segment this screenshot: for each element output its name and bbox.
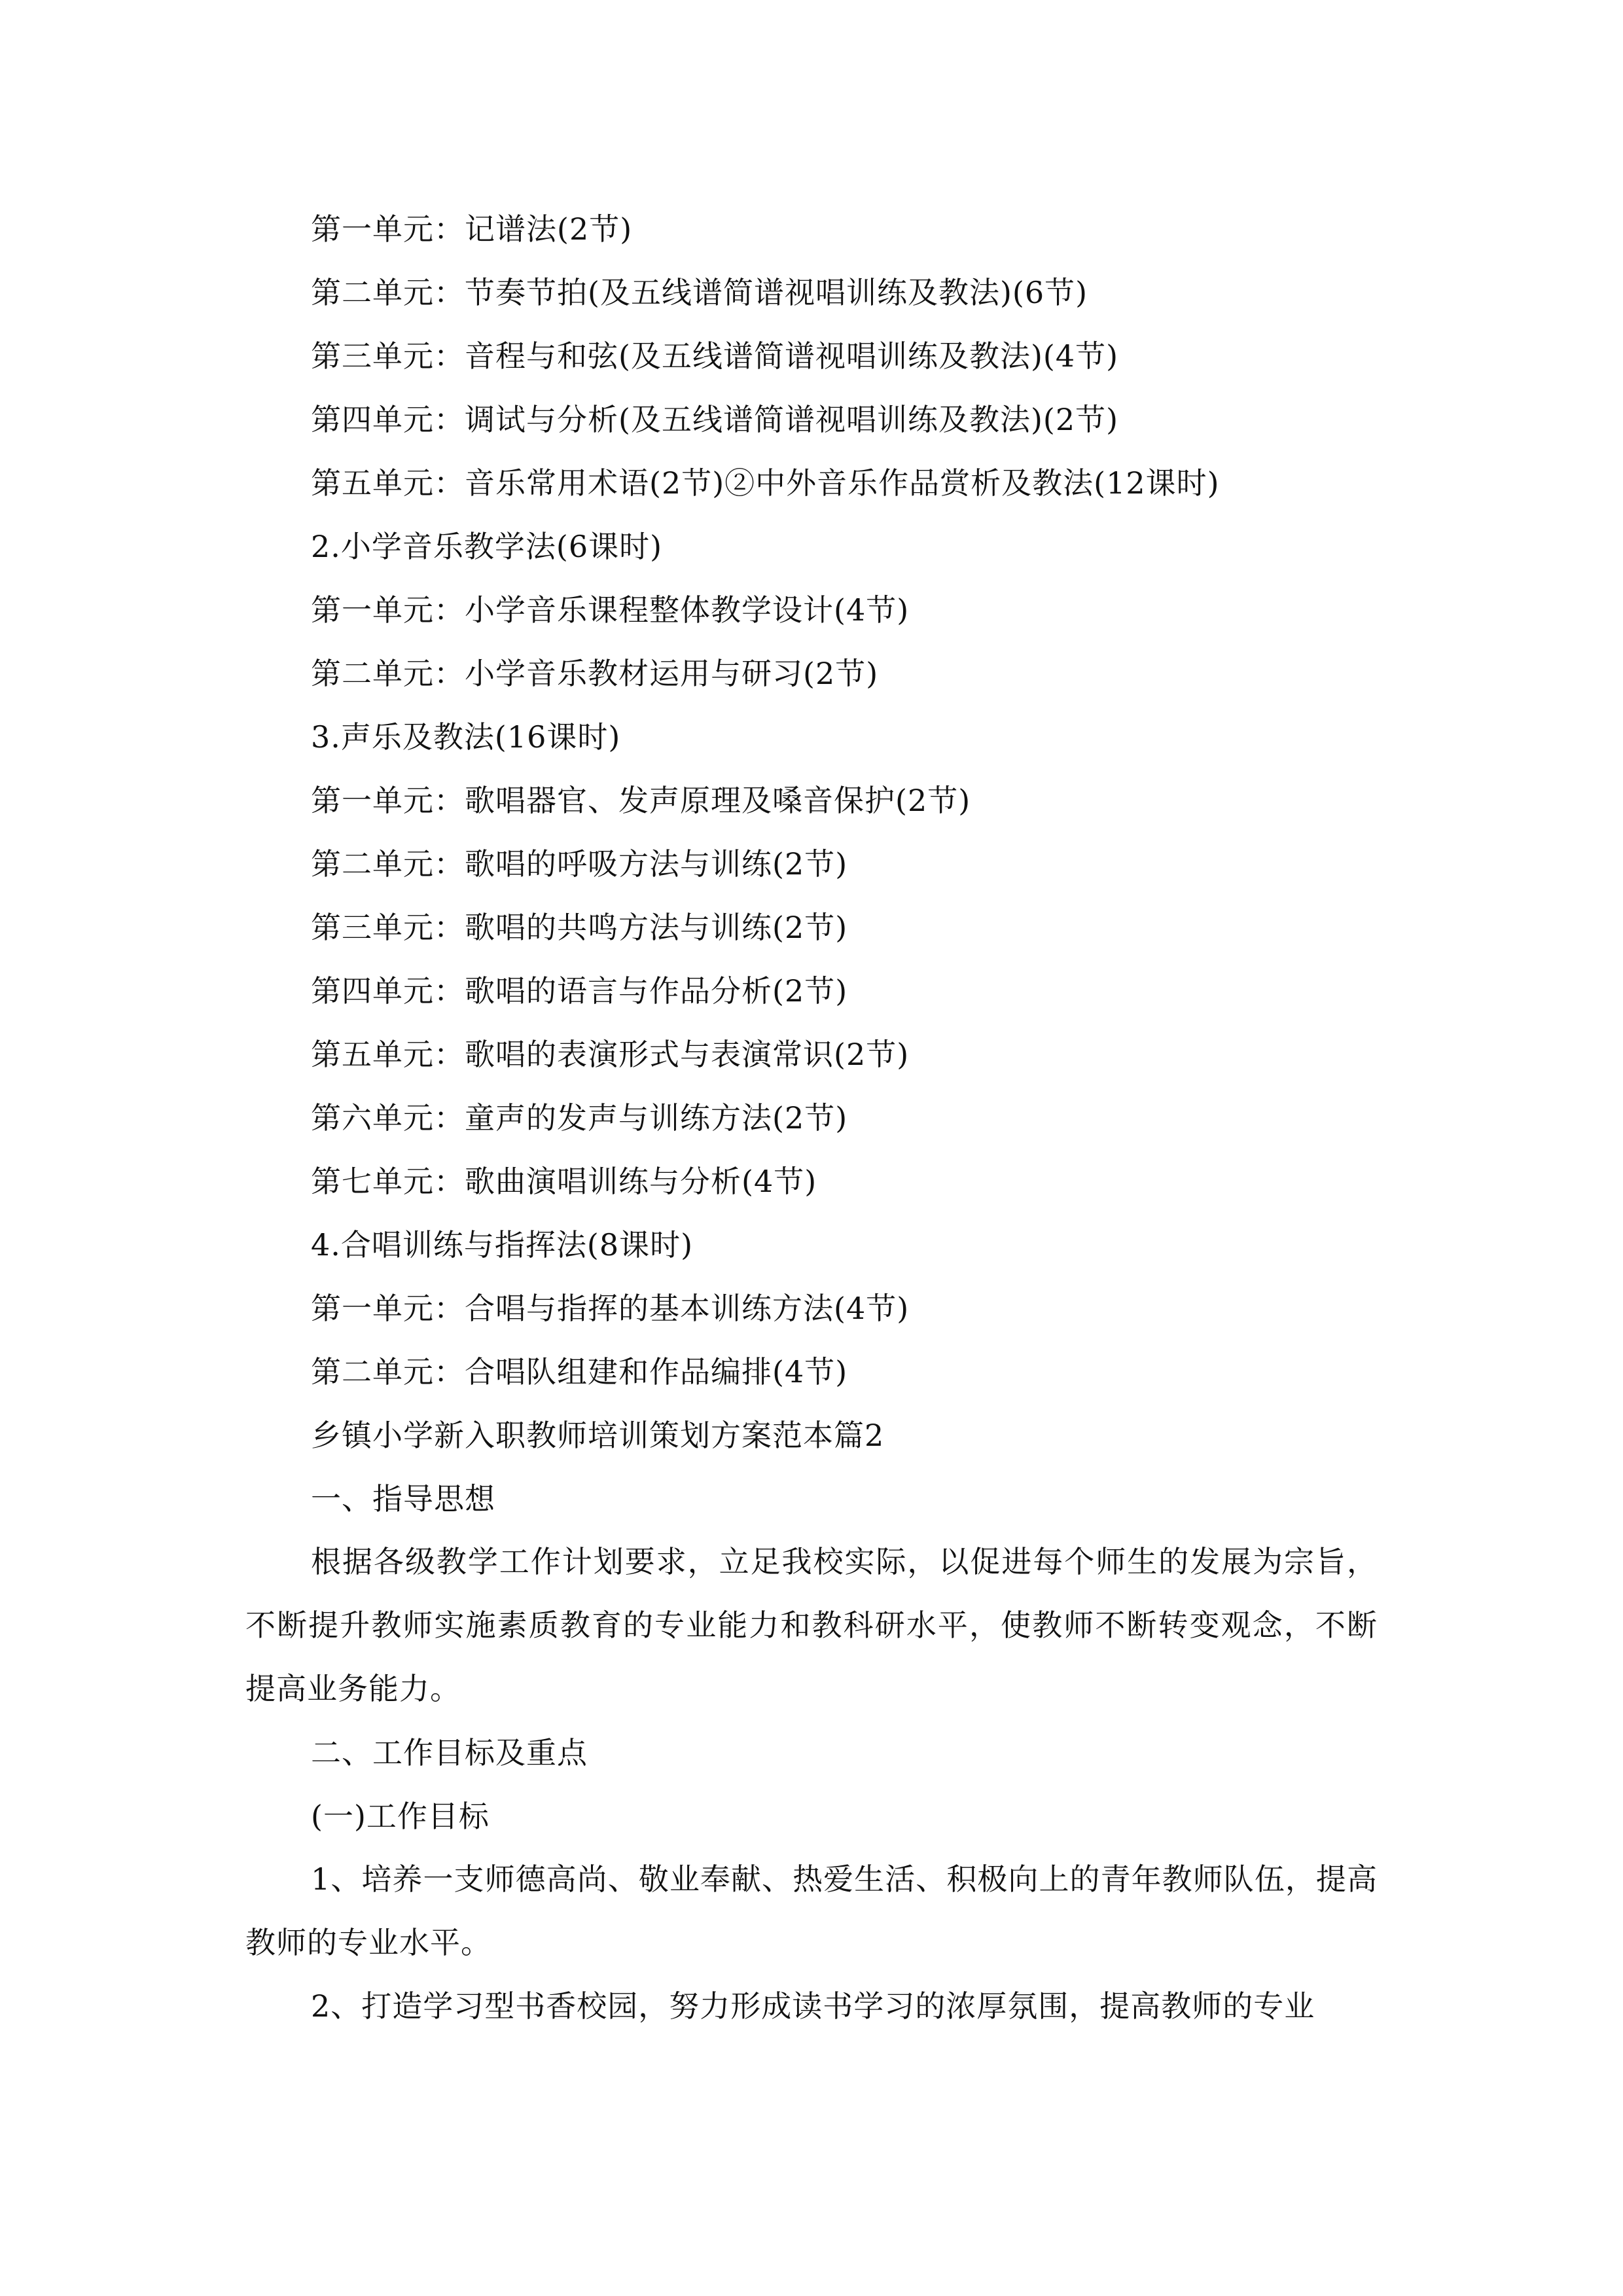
- text-line: 第三单元：音程与和弦(及五线谱简谱视唱训练及教法)(4节): [311, 338, 1119, 374]
- text-line: 第三单元：歌唱的共鸣方法与训练(2节): [311, 910, 848, 945]
- text-line: 第二单元：歌唱的呼吸方法与训练(2节): [311, 846, 848, 882]
- section-heading: 二、工作目标及重点: [311, 1735, 588, 1770]
- text-line: 第四单元：调试与分析(及五线谱简谱视唱训练及教法)(2节): [311, 402, 1119, 437]
- paragraph: 2、打造学习型书香校园，努力形成读书学习的浓厚氛围，提高教师的专业: [311, 1988, 1315, 2024]
- text-line: 第四单元：歌唱的语言与作品分析(2节): [311, 973, 848, 1009]
- paragraph: 根据各级教学工作计划要求，立足我校实际，以促进每个师生的发展为宗旨，不断提升教师实施素质教育的专业能力和教科研水平，使教师不断转变观念，不断提高业务能力。: [245, 1544, 1378, 1706]
- text-line: 第一单元：歌唱器官、发声原理及嗓音保护(2节): [311, 783, 971, 818]
- section-heading: 3.声乐及教法(16课时): [311, 719, 621, 755]
- section-heading: 一、指导思想: [311, 1481, 495, 1516]
- text-line: 第一单元：小学音乐课程整体教学设计(4节): [311, 592, 910, 628]
- section-heading: 4.合唱训练与指挥法(8课时): [311, 1227, 694, 1263]
- paragraph: 1、培养一支师德高尚、敬业奉献、热爱生活、积极向上的青年教师队伍，提高教师的专业水平。: [245, 1861, 1378, 1960]
- text-line: 第五单元：歌唱的表演形式与表演常识(2节): [311, 1037, 910, 1072]
- text-line: 第二单元：节奏节拍(及五线谱简谱视唱训练及教法)(6节): [311, 275, 1088, 310]
- subsection-heading: (一)工作目标: [311, 1799, 490, 1834]
- section-heading: 2.小学音乐教学法(6课时): [311, 529, 663, 564]
- article-title: 乡镇小学新入职教师培训策划方案范本篇2: [311, 1418, 885, 1453]
- text-line: 第二单元：小学音乐教材运用与研习(2节): [311, 656, 879, 691]
- text-line: 第一单元：合唱与指挥的基本训练方法(4节): [311, 1291, 910, 1326]
- text-line: 第六单元：童声的发声与训练方法(2节): [311, 1100, 848, 1136]
- text-line: 第五单元：音乐常用术语(2节)②中外音乐作品赏析及教法(12课时): [311, 465, 1220, 501]
- text-line: 第一单元：记谱法(2节): [311, 211, 633, 247]
- text-line: 第七单元：歌曲演唱训练与分析(4节): [311, 1164, 817, 1199]
- text-line: 第二单元：合唱队组建和作品编排(4节): [311, 1354, 848, 1390]
